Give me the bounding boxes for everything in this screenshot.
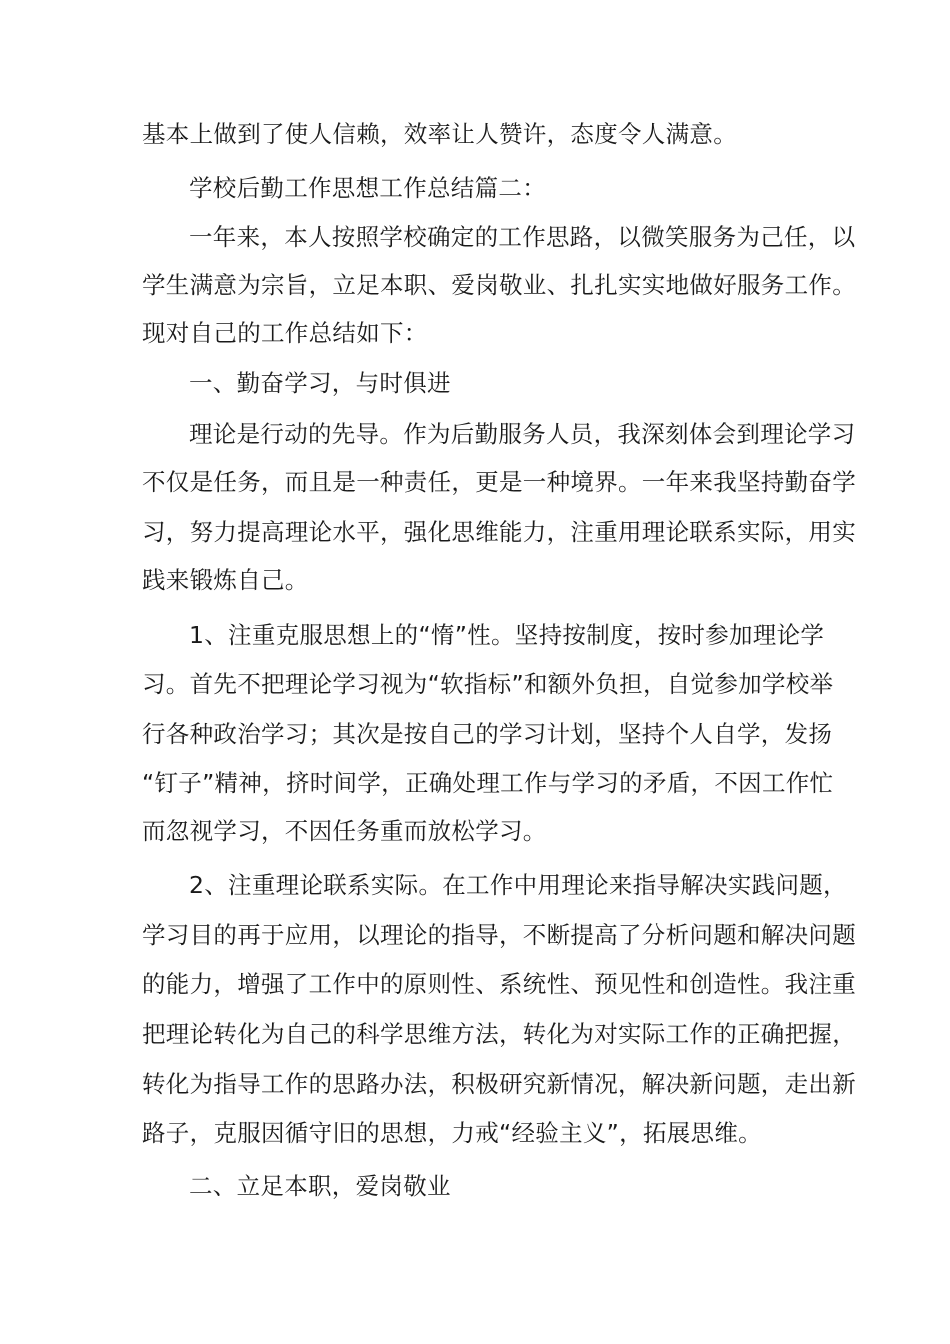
text-line: 1、注重克服思想上的“惰”性。坚持按制度，按时参加理论学 [189, 621, 825, 649]
text-line: 习。首先不把理论学习视为“软指标”和额外负担，自觉参加学校举 [142, 670, 834, 698]
text-line: 基本上做到了使人信赖，效率让人赞许，态度令人满意。 [142, 120, 737, 148]
text-line: 路子，克服因循守旧的思想，力戒“经验主义”，拓展思维。 [142, 1119, 762, 1147]
text-line: 一年来，本人按照学校确定的工作思路，以微笑服务为己任，以 [189, 223, 856, 251]
text-line: 行各种政治学习；其次是按自己的学习计划，坚持个人自学，发扬 [142, 720, 833, 748]
text-line: “钉子”精神，挤时间学，正确处理工作与学习的矛盾，不因工作忙 [142, 769, 834, 797]
text-line: 理论是行动的先导。作为后勤服务人员，我深刻体会到理论学习 [189, 420, 856, 448]
section-heading: 学校后勤工作思想工作总结篇二： [189, 174, 546, 202]
section-heading: 一、勤奋学习，与时俱进 [189, 369, 451, 397]
text-line: 而忽视学习，不因任务重而放松学习。 [142, 817, 547, 845]
text-line: 习，努力提高理论水平，强化思维能力，注重用理论联系实际，用实 [142, 518, 856, 546]
text-line: 学生满意为宗旨，立足本职、爱岗敬业、扎扎实实地做好服务工作。 [142, 271, 856, 299]
text-line: 现对自己的工作总结如下： [142, 319, 428, 347]
text-line: 践来锻炼自己。 [142, 566, 309, 594]
text-line: 学习目的再于应用，以理论的指导，不断提高了分析问题和解决问题 [142, 921, 856, 949]
text-line: 不仅是任务，而且是一种责任，更是一种境界。一年来我坚持勤奋学 [142, 468, 856, 496]
text-line: 把理论转化为自己的科学思维方法，转化为对实际工作的正确把握， [142, 1020, 856, 1048]
text-line: 转化为指导工作的思路办法，积极研究新情况，解决新问题，走出新 [142, 1070, 856, 1098]
text-line: 的能力，增强了工作中的原则性、系统性、预见性和创造性。我注重 [142, 970, 856, 998]
text-line: 2、注重理论联系实际。在工作中用理论来指导解决实践问题， [189, 871, 847, 899]
section-heading: 二、立足本职，爱岗敬业 [189, 1172, 451, 1200]
